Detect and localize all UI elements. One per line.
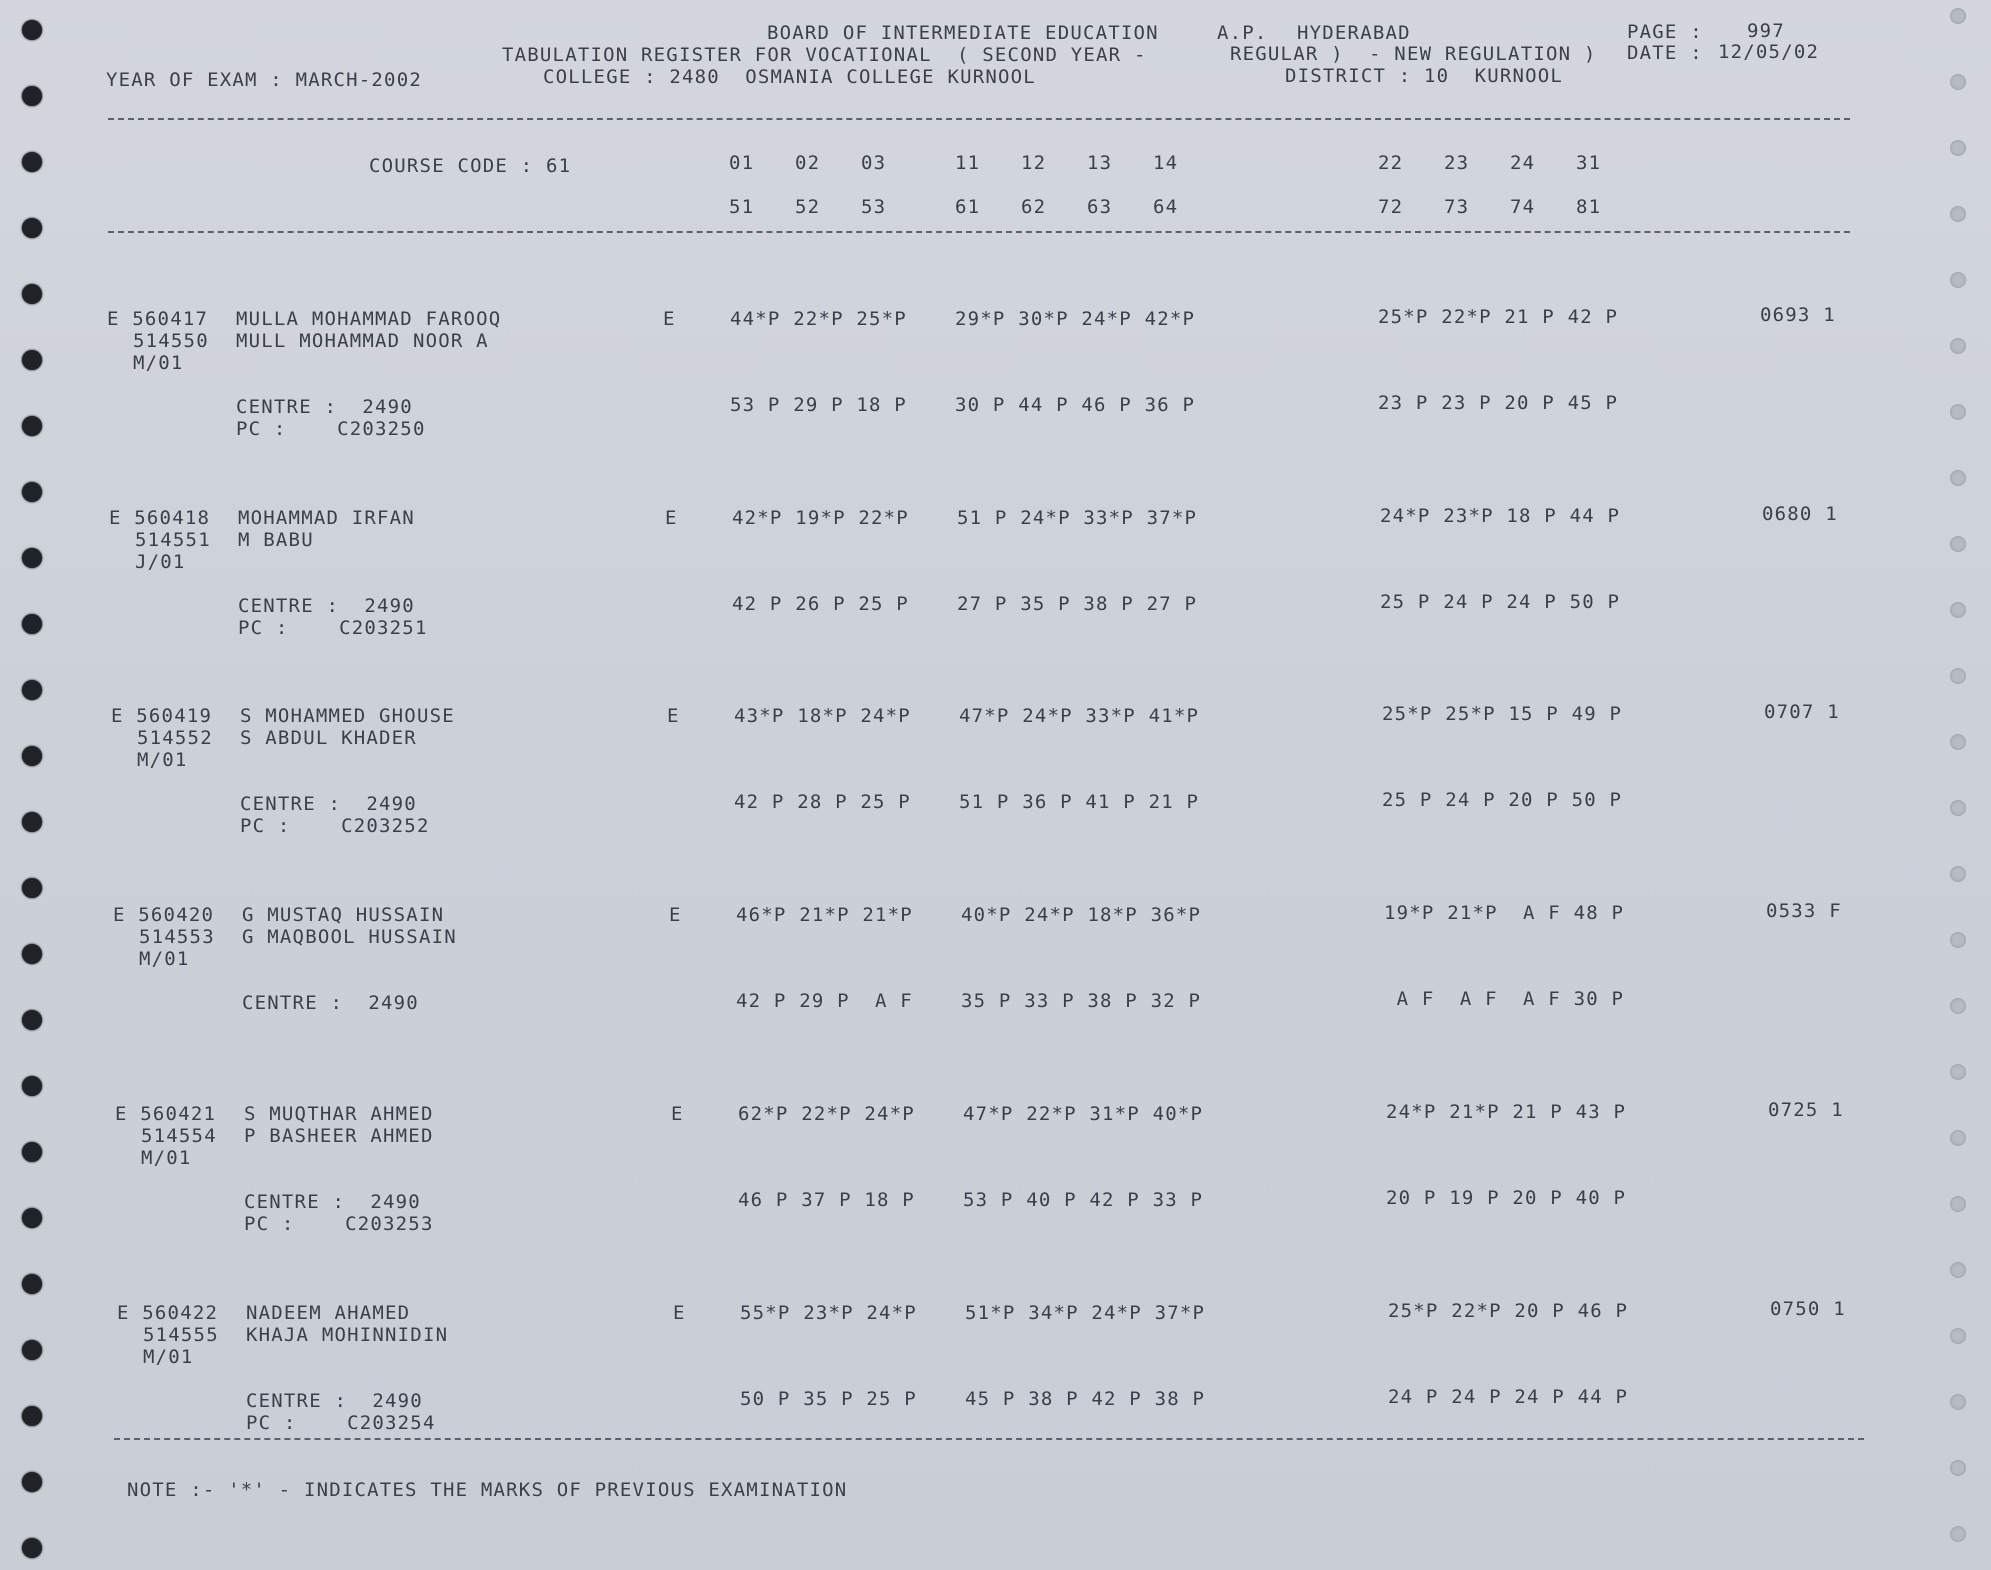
category-code: M/01 [137, 749, 188, 771]
tractor-hole [22, 1010, 42, 1030]
register-number: 514552 [137, 727, 213, 749]
previous-marks-group-1: 53 P 29 P 18 P [730, 394, 907, 416]
year-of-exam: YEAR OF EXAM : MARCH-2002 [106, 69, 422, 91]
record-id: E 560419 [111, 705, 213, 727]
previous-marks-group-1: 42 P 26 P 25 P [732, 593, 909, 615]
marks-group-3: 25*P 22*P 21 P 42 P [1378, 306, 1619, 328]
previous-marks-group-3: 23 P 23 P 20 P 45 P [1378, 392, 1619, 414]
total-result: 0707 1 [1764, 701, 1840, 723]
medium-code: E [671, 1103, 684, 1125]
parent-name: G MAQBOOL HUSSAIN [242, 926, 457, 948]
tractor-hole [1950, 734, 1966, 750]
previous-marks-group-3: 20 P 19 P 20 P 40 P [1386, 1187, 1627, 1209]
tractor-hole [22, 20, 42, 40]
marks-group-2: 51 P 24*P 33*P 37*P [957, 507, 1198, 529]
centre-label: CENTRE : 2490 [238, 595, 415, 617]
total-result: 0750 1 [1770, 1298, 1846, 1320]
previous-marks-group-3: 24 P 24 P 24 P 44 P [1388, 1386, 1629, 1408]
tractor-hole [1950, 1130, 1966, 1146]
divider-top [108, 118, 1850, 120]
college-label: COLLEGE : 2480 OSMANIA COLLEGE KURNOOL [543, 66, 1036, 88]
category-code: M/01 [141, 1147, 192, 1169]
column-code: 72 [1378, 196, 1404, 218]
column-code: 14 [1153, 152, 1179, 174]
register-number: 514550 [133, 330, 209, 352]
parent-name: M BABU [238, 529, 314, 551]
previous-marks-group-2: 51 P 36 P 41 P 21 P [959, 791, 1200, 813]
marks-group-2: 47*P 24*P 33*P 41*P [959, 705, 1200, 727]
tractor-hole [1950, 1328, 1966, 1344]
student-name: S MOHAMMED GHOUSE [240, 705, 455, 727]
tractor-hole [22, 878, 42, 898]
category-code: M/01 [139, 948, 190, 970]
previous-marks-group-1: 46 P 37 P 18 P [738, 1189, 915, 1211]
tractor-hole [22, 548, 42, 568]
column-code: 74 [1510, 196, 1536, 218]
previous-marks-group-1: 50 P 35 P 25 P [740, 1388, 917, 1410]
marks-group-2: 51*P 34*P 24*P 37*P [965, 1302, 1206, 1324]
parent-name: KHAJA MOHINNIDIN [246, 1324, 449, 1346]
register-title: TABULATION REGISTER FOR VOCATIONAL ( SECOND YEAR - [502, 44, 1147, 66]
previous-marks-group-3: A F A F A F 30 P [1384, 988, 1625, 1010]
medium-code: E [667, 705, 680, 727]
tractor-hole [1950, 536, 1966, 552]
previous-marks-group-3: 25 P 24 P 20 P 50 P [1382, 789, 1623, 811]
student-name: G MUSTAQ HUSSAIN [242, 904, 445, 926]
marks-group-3: 25*P 25*P 15 P 49 P [1382, 703, 1623, 725]
tractor-hole [22, 614, 42, 634]
tractor-hole [1950, 602, 1966, 618]
page-number: 997 [1747, 20, 1785, 42]
total-result: 0533 F [1766, 900, 1842, 922]
tractor-hole [22, 1406, 42, 1426]
medium-code: E [663, 308, 676, 330]
centre-label: CENTRE : 2490 [240, 793, 417, 815]
tractor-hole [1950, 1460, 1966, 1476]
category-code: J/01 [135, 551, 186, 573]
marks-group-1: 46*P 21*P 21*P [736, 904, 913, 926]
tractor-hole [22, 1340, 42, 1360]
district-label: DISTRICT : 10 KURNOOL [1285, 65, 1564, 87]
medium-code: E [665, 507, 678, 529]
previous-marks-group-2: 27 P 35 P 38 P 27 P [957, 593, 1198, 615]
parent-name: MULL MOHAMMAD NOOR A [236, 330, 489, 352]
tractor-hole [1950, 404, 1966, 420]
column-code: 63 [1087, 196, 1113, 218]
column-code: 64 [1153, 196, 1179, 218]
marks-group-1: 44*P 22*P 25*P [730, 308, 907, 330]
column-code: 02 [795, 152, 821, 174]
tractor-hole [22, 284, 42, 304]
marks-group-2: 29*P 30*P 24*P 42*P [955, 308, 1196, 330]
footnote: NOTE :- '*' - INDICATES THE MARKS OF PREVIOUS EXAMINATION [127, 1479, 848, 1501]
pc-number: PC : C203251 [238, 617, 428, 639]
medium-code: E [673, 1302, 686, 1324]
print-date: 12/05/02 [1718, 41, 1820, 63]
student-name: MOHAMMAD IRFAN [238, 507, 415, 529]
marks-group-3: 25*P 22*P 20 P 46 P [1388, 1300, 1629, 1322]
divider-columns [108, 231, 1850, 233]
register-number: 514554 [141, 1125, 217, 1147]
column-code: 13 [1087, 152, 1113, 174]
tractor-hole [22, 1274, 42, 1294]
divider-bottom [114, 1438, 1864, 1440]
course-code: COURSE CODE : 61 [369, 155, 572, 177]
column-code: 73 [1444, 196, 1470, 218]
previous-marks-group-3: 25 P 24 P 24 P 50 P [1380, 591, 1621, 613]
marks-group-3: 24*P 23*P 18 P 44 P [1380, 505, 1621, 527]
parent-name: S ABDUL KHADER [240, 727, 417, 749]
tractor-hole [1950, 1394, 1966, 1410]
column-code: 22 [1378, 152, 1404, 174]
date-label: DATE : [1627, 42, 1703, 64]
tractor-hole [1950, 800, 1966, 816]
marks-group-3: 24*P 21*P 21 P 43 P [1386, 1101, 1627, 1123]
tractor-hole [22, 680, 42, 700]
tractor-hole [22, 350, 42, 370]
tractor-hole [22, 86, 42, 106]
tractor-hole [1950, 272, 1966, 288]
tractor-hole [22, 1142, 42, 1162]
category-code: M/01 [143, 1346, 194, 1368]
category-code: M/01 [133, 352, 184, 374]
centre-label: CENTRE : 2490 [246, 1390, 423, 1412]
tractor-hole [22, 1208, 42, 1228]
pc-number: PC : C203250 [236, 418, 426, 440]
right-tractor-holes [1950, 0, 1980, 1570]
tractor-hole [1950, 206, 1966, 222]
tractor-hole [22, 746, 42, 766]
tractor-hole [1950, 338, 1966, 354]
tractor-hole [1950, 998, 1966, 1014]
tractor-hole [1950, 1262, 1966, 1278]
left-tractor-holes [22, 0, 52, 1570]
tractor-hole [22, 152, 42, 172]
marks-group-1: 43*P 18*P 24*P [734, 705, 911, 727]
register-number: 514551 [135, 529, 211, 551]
column-code: 24 [1510, 152, 1536, 174]
student-name: NADEEM AHAMED [246, 1302, 411, 1324]
marks-group-3: 19*P 21*P A F 48 P [1384, 902, 1625, 924]
record-id: E 560417 [107, 308, 209, 330]
tractor-hole [1950, 470, 1966, 486]
record-id: E 560422 [117, 1302, 219, 1324]
previous-marks-group-2: 53 P 40 P 42 P 33 P [963, 1189, 1204, 1211]
tractor-hole [22, 1538, 42, 1558]
tractor-hole [22, 812, 42, 832]
record-id: E 560418 [109, 507, 211, 529]
marks-group-1: 42*P 19*P 22*P [732, 507, 909, 529]
previous-marks-group-1: 42 P 28 P 25 P [734, 791, 911, 813]
marks-group-1: 55*P 23*P 24*P [740, 1302, 917, 1324]
tractor-hole [1950, 74, 1966, 90]
column-code: 52 [795, 196, 821, 218]
student-name: S MUQTHAR AHMED [244, 1103, 434, 1125]
pc-number: PC : C203252 [240, 815, 430, 837]
centre-label: CENTRE : 2490 [236, 396, 413, 418]
tractor-hole [1950, 140, 1966, 156]
pc-number: PC : C203253 [244, 1213, 434, 1235]
column-code: 51 [729, 196, 755, 218]
centre-label: CENTRE : 2490 [242, 992, 419, 1014]
city-label: HYDERABAD [1297, 22, 1411, 44]
tractor-hole [22, 944, 42, 964]
total-result: 0693 1 [1760, 304, 1836, 326]
centre-label: CENTRE : 2490 [244, 1191, 421, 1213]
student-name: MULLA MOHAMMAD FAROOQ [236, 308, 502, 330]
previous-marks-group-2: 30 P 44 P 46 P 36 P [955, 394, 1196, 416]
column-code: 81 [1576, 196, 1602, 218]
pc-number: PC : C203254 [246, 1412, 436, 1434]
tractor-hole [22, 416, 42, 436]
tractor-hole [1950, 1196, 1966, 1212]
regulation-label: REGULAR ) - NEW REGULATION ) [1230, 43, 1597, 65]
record-id: E 560420 [113, 904, 215, 926]
tractor-hole [1950, 8, 1966, 24]
tractor-hole [22, 1076, 42, 1096]
record-id: E 560421 [115, 1103, 217, 1125]
tractor-hole [1950, 1526, 1966, 1542]
total-result: 0680 1 [1762, 503, 1838, 525]
register-number: 514553 [139, 926, 215, 948]
marks-group-2: 47*P 22*P 31*P 40*P [963, 1103, 1204, 1125]
column-code: 31 [1576, 152, 1602, 174]
medium-code: E [669, 904, 682, 926]
page-label: PAGE : [1627, 21, 1703, 43]
total-result: 0725 1 [1768, 1099, 1844, 1121]
column-code: 01 [729, 152, 755, 174]
tractor-hole [1950, 668, 1966, 684]
column-code: 61 [955, 196, 981, 218]
column-code: 53 [861, 196, 887, 218]
parent-name: P BASHEER AHMED [244, 1125, 434, 1147]
tractor-hole [1950, 866, 1966, 882]
tractor-hole [22, 1472, 42, 1492]
column-code: 03 [861, 152, 887, 174]
tractor-hole [22, 482, 42, 502]
previous-marks-group-2: 45 P 38 P 42 P 38 P [965, 1388, 1206, 1410]
column-code: 12 [1021, 152, 1047, 174]
column-code: 23 [1444, 152, 1470, 174]
marks-group-1: 62*P 22*P 24*P [738, 1103, 915, 1125]
board-name: BOARD OF INTERMEDIATE EDUCATION [767, 22, 1159, 44]
column-code: 11 [955, 152, 981, 174]
tractor-hole [1950, 1064, 1966, 1080]
register-number: 514555 [143, 1324, 219, 1346]
state-label: A.P. [1217, 22, 1268, 44]
marks-group-2: 40*P 24*P 18*P 36*P [961, 904, 1202, 926]
previous-marks-group-1: 42 P 29 P A F [736, 990, 913, 1012]
tractor-hole [22, 218, 42, 238]
tractor-hole [1950, 932, 1966, 948]
previous-marks-group-2: 35 P 33 P 38 P 32 P [961, 990, 1202, 1012]
column-code: 62 [1021, 196, 1047, 218]
